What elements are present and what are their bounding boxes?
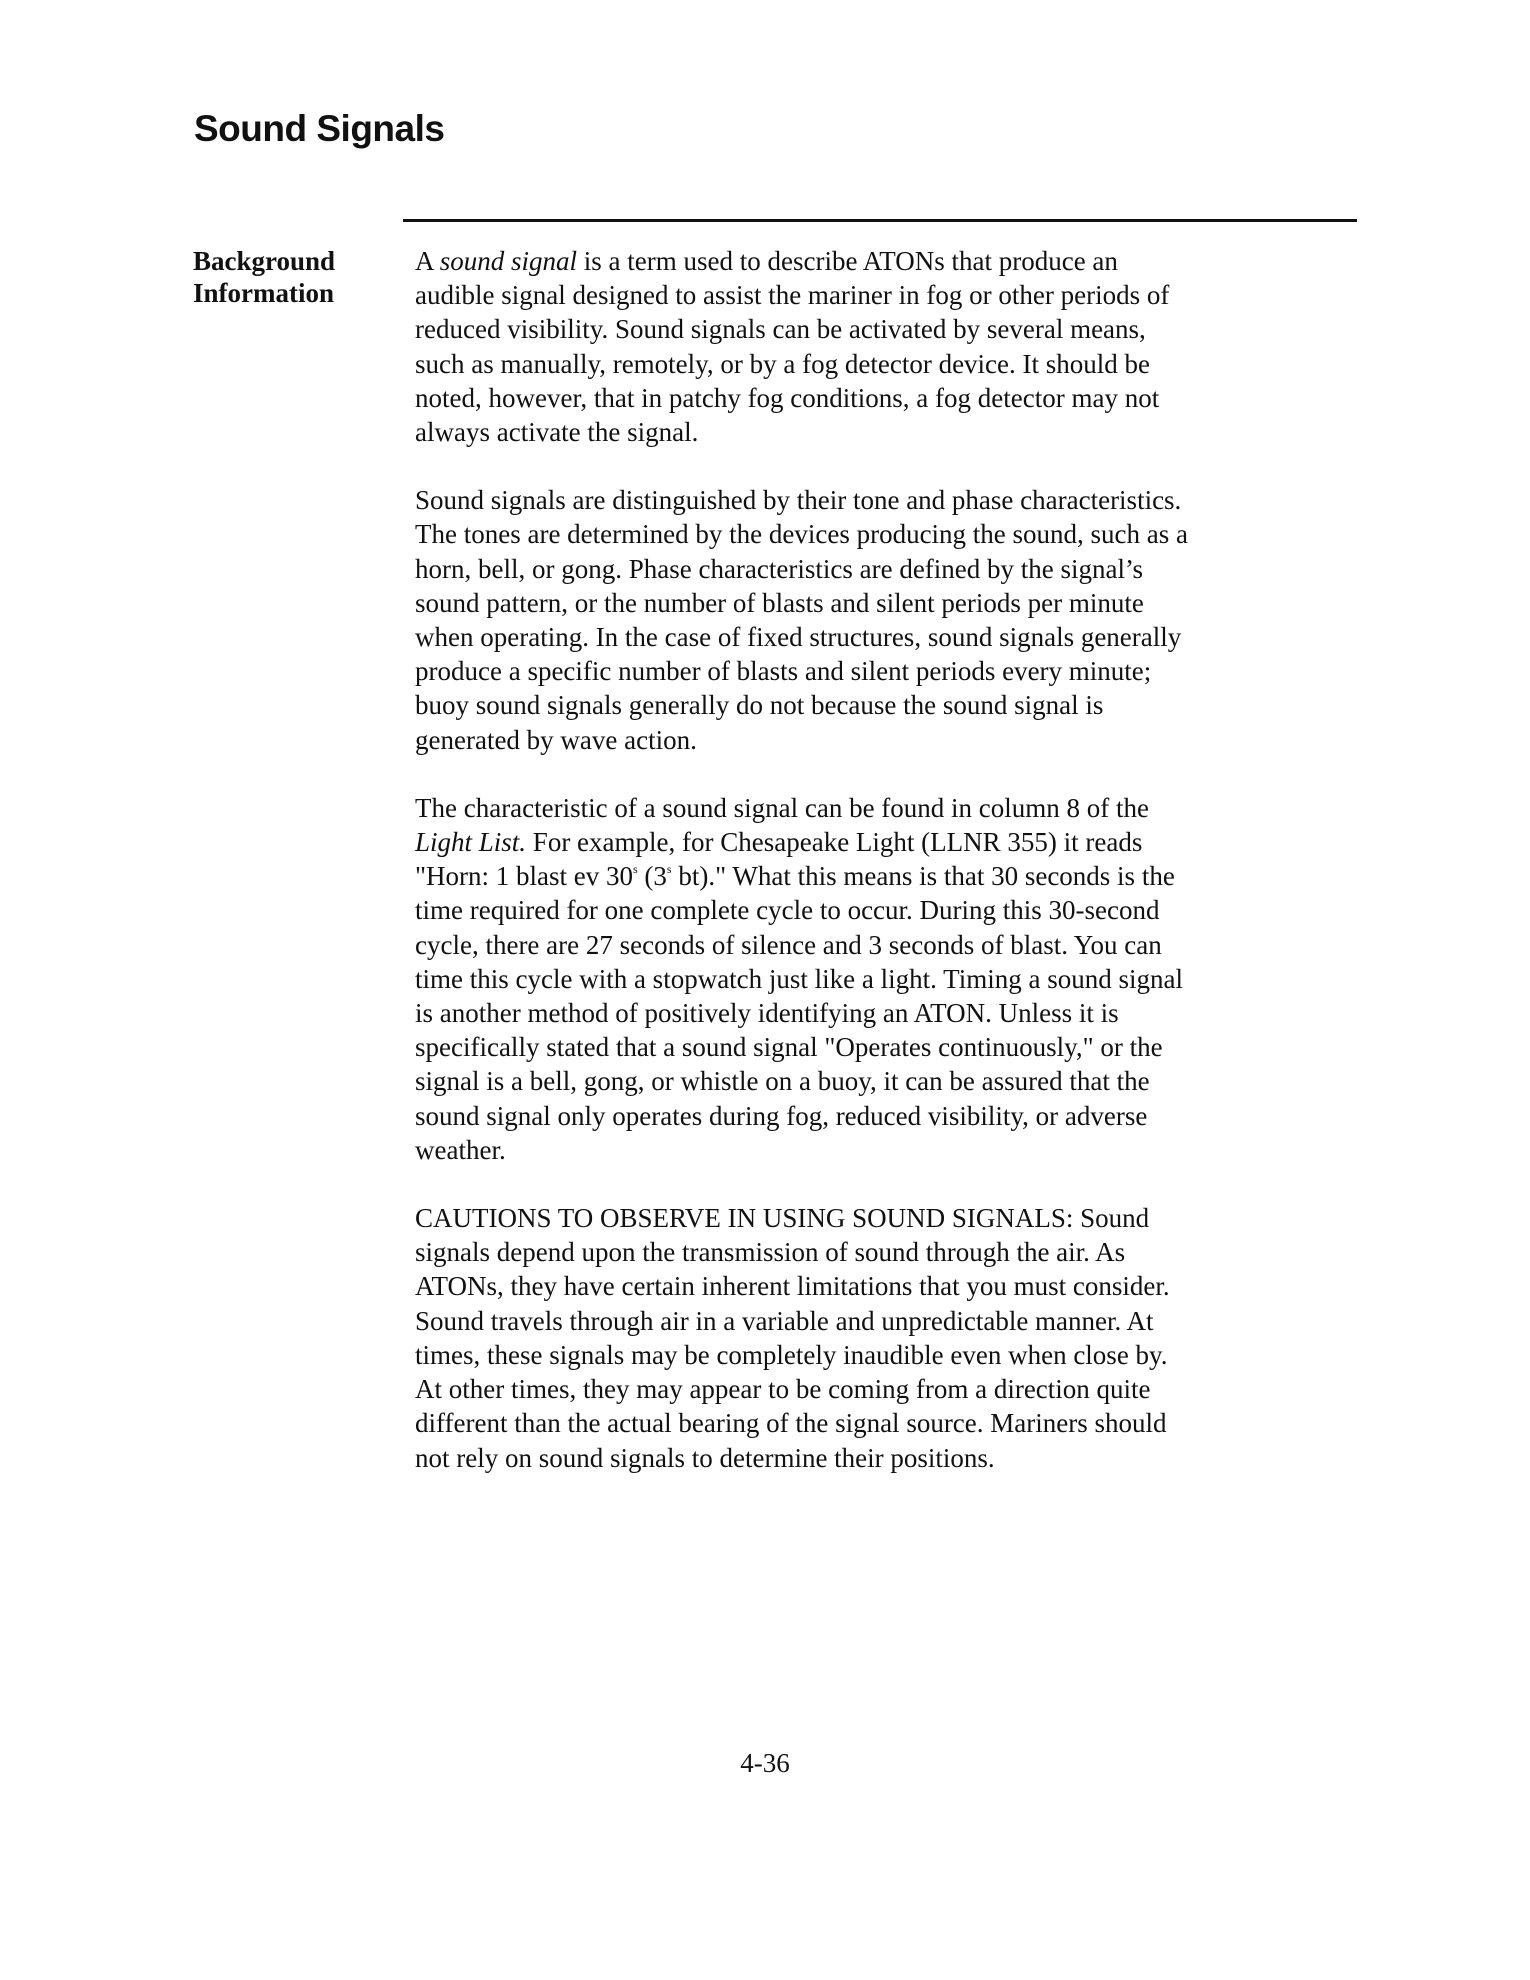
text-line: At other times, they may appear to be coming from a direction quite xyxy=(415,1374,1151,1405)
paragraph-cautions xyxy=(415,1201,1320,1475)
text-line: not rely on sound signals to determine their positions. xyxy=(415,1442,995,1473)
page-number: 4-36 xyxy=(740,1748,790,1778)
text-line: generated by wave action. xyxy=(415,724,697,755)
superscript: s xyxy=(666,862,672,877)
text-line: sound signal only operates during fog, reduced visibility, or adverse xyxy=(415,1100,1148,1131)
page-title: Sound Signals xyxy=(194,108,445,149)
text-line: The characteristic of a sound signal can be found in column 8 of the xyxy=(415,792,1150,823)
text-line: "Horn: 1 blast ev 30$^s$ (3$^s$ bt)." What this means is that 30 seconds is the xyxy=(415,861,1175,892)
text-line: signal is a bell, gong, or whistle on a buoy, it can be assured that the xyxy=(415,1066,1150,1097)
text-line: such as manually, remotely, or by a fog detector device. It should be xyxy=(415,348,1151,379)
section-divider xyxy=(403,219,1357,222)
text-line: Sound travels through air in a variable and unpredictable manner. At xyxy=(415,1305,1154,1336)
text-line: Sound signals are distinguished by their tone and phase characteristics. xyxy=(415,485,1182,516)
text-line: produce a specific number of blasts and silent periods every minute; xyxy=(415,656,1152,687)
section-label-line-2: Information xyxy=(193,278,334,308)
section-label-line-1: Background xyxy=(193,246,336,276)
text-line: always activate the signal. xyxy=(415,417,699,448)
text-line: is another method of positively identifying an ATON. Unless it is xyxy=(415,998,1119,1029)
paragraph-characteristics xyxy=(415,483,1320,757)
text-line: horn, bell, or gong. Phase characteristics are defined by the signal’s xyxy=(415,553,1144,584)
text-line: buoy sound signals generally do not because the sound signal is xyxy=(415,690,1104,721)
emphasis-title: Light List. xyxy=(415,827,527,858)
text-line: weather. xyxy=(415,1134,506,1165)
text-line: ATONs, they have certain inherent limitations that you must consider. xyxy=(415,1271,1170,1302)
text-line: The tones are determined by the devices producing the sound, such as a xyxy=(415,519,1189,550)
text-line: A sound signal is a term used to describe ATONs that produce an xyxy=(415,246,1118,276)
text-line: audible signal designed to assist the mariner in fog or other periods of xyxy=(415,280,1170,311)
text-line: noted, however, that in patchy fog conditions, a fog detector may not xyxy=(415,382,1160,413)
text-line: sound pattern, or the number of blasts and silent periods per minute xyxy=(415,587,1144,618)
emphasis-term: sound signal xyxy=(439,246,578,276)
body-text xyxy=(415,244,1320,1509)
superscript: s xyxy=(633,862,638,877)
text-line: Light List. For example, for Chesapeake Light (LLNR 355) it reads xyxy=(415,827,1143,858)
text-line: specifically stated that a sound signal "Operates continuously," or the xyxy=(415,1032,1163,1063)
paragraph-definition xyxy=(415,244,1320,449)
section-label xyxy=(193,245,373,309)
text-line: signals depend upon the transmission of sound through the air. As xyxy=(415,1237,1126,1268)
text-line: time this cycle with a stopwatch just like a light. Timing a sound signal xyxy=(415,963,1183,994)
text-line: different than the actual bearing of the signal source. Mariners should xyxy=(415,1408,1167,1439)
paragraph-light-list xyxy=(415,791,1320,1167)
text-line: when operating. In the case of fixed structures, sound signals generally xyxy=(415,622,1182,653)
text-line: cycle, there are 27 seconds of silence and 3 seconds of blast. You can xyxy=(415,929,1162,960)
text-line: CAUTIONS TO OBSERVE IN USING SOUND SIGNALS: Sound xyxy=(415,1203,1150,1234)
text-line: time required for one complete cycle to occur. During this 30-second xyxy=(415,895,1160,926)
text-line: reduced visibility. Sound signals can be activated by several means, xyxy=(415,314,1146,345)
text-line: times, these signals may be completely inaudible even when close by. xyxy=(415,1339,1168,1370)
